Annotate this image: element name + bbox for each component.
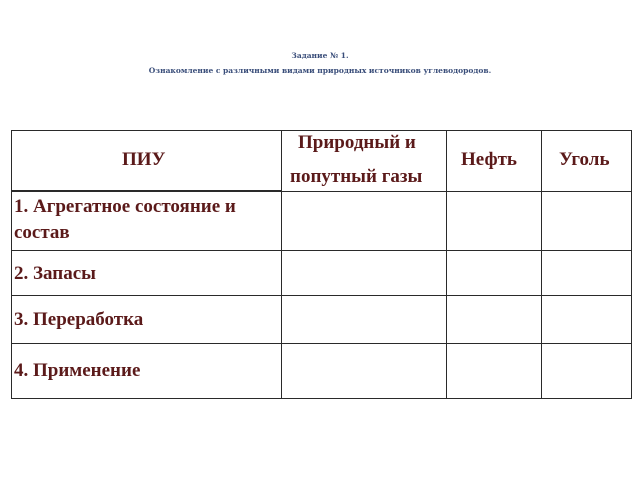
header-cell-piu xyxy=(12,131,282,191)
header-cell-gas xyxy=(282,131,447,192)
row-label-reserves-text: 2. Запасы xyxy=(14,263,96,284)
header-cell-oil xyxy=(447,131,542,192)
cell-coal-application xyxy=(542,344,632,399)
table-row xyxy=(12,192,632,251)
header-coal: Уголь xyxy=(559,149,610,170)
cell-gas-state xyxy=(282,192,447,251)
header-piu: ПИУ xyxy=(122,149,166,170)
cell-gas-application xyxy=(282,344,447,399)
header-cell-coal xyxy=(542,131,632,192)
row-label-state xyxy=(12,192,282,251)
cell-coal-state xyxy=(542,192,632,251)
cell-coal-processing xyxy=(542,296,632,344)
row-label-application-text: 4. Применение xyxy=(14,360,141,381)
task-number: Задание № 1. xyxy=(291,51,349,60)
cell-oil-state xyxy=(447,192,542,251)
cell-coal-reserves xyxy=(542,251,632,296)
cell-oil-reserves xyxy=(447,251,542,296)
hydrocarbon-sources-table xyxy=(11,130,632,399)
cell-oil-processing xyxy=(447,296,542,344)
table-row xyxy=(12,344,632,399)
row-label-state-line2: состав xyxy=(14,222,70,243)
header-oil: Нефть xyxy=(461,149,517,170)
cell-gas-processing xyxy=(282,296,447,344)
cell-oil-application xyxy=(447,344,542,399)
row-label-processing-text: 3. Переработка xyxy=(14,309,144,330)
table-row xyxy=(12,251,632,296)
row-label-reserves xyxy=(12,251,282,296)
row-label-processing xyxy=(12,296,282,344)
table-row xyxy=(12,296,632,344)
task-description: Ознакомление с различными видами природных источников углеводородов. xyxy=(148,66,492,75)
task-title xyxy=(0,48,640,78)
table-header-row xyxy=(12,131,632,191)
header-gas-line2: попутный газы xyxy=(290,166,423,187)
row-label-application xyxy=(12,344,282,399)
cell-gas-reserves xyxy=(282,251,447,296)
header-gas-line1: Природный и xyxy=(298,132,416,153)
row-label-state-line1: 1. Агрегатное состояние и xyxy=(14,196,236,217)
